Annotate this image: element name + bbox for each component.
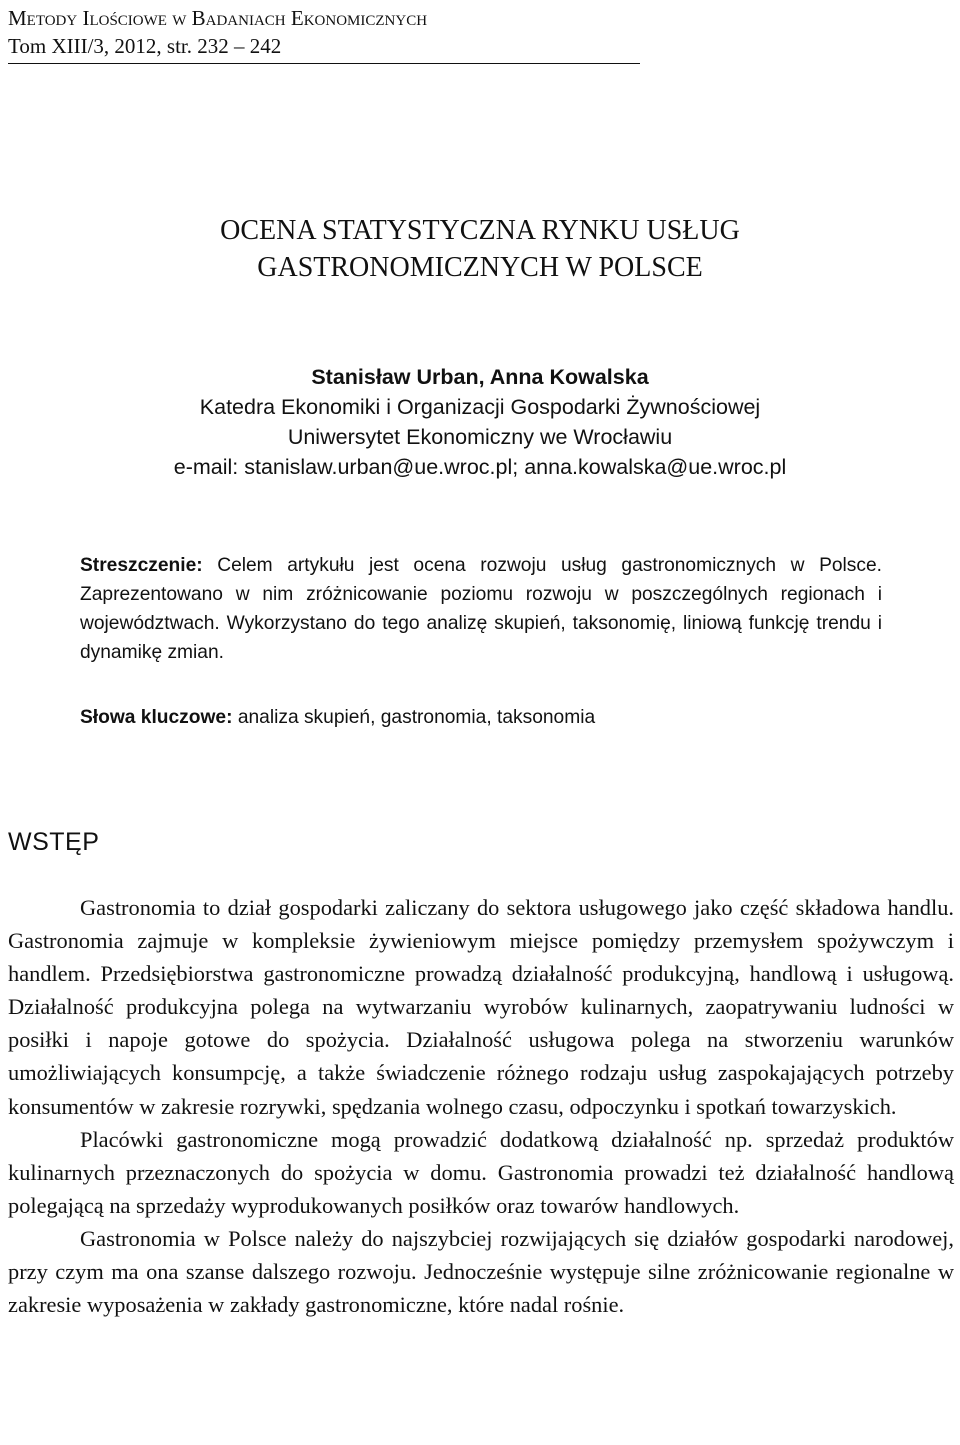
body-paragraph: Gastronomia to dział gospodarki zaliczany do sektora usługowego jako część składowa handlu. Gastronomia zajmuje w kompleksie żywieniowym miejsce pomiędzy przemysłem spożywczym i handlem. Przedsiębiorstwa gastronomiczne prowadzą działalność produkcyjną, handlową i usługową. Działalność produkcyjna polega na wytwarzaniu wyrobów kulinarnych, zaopatrywaniu ludności w posiłki i napoje gotowe do spożycia. Działalność usługowa polega na stworzeniu warunków umożliwiających konsumpcję, a także świadczenie różnego rodzaju usług zaspokajających potrzeby konsumentów w zakresie rozrywki, spędzania wolnego czasu, odpoczynku i spotkań towarzyskich. [8,895,954,1119]
keywords-label: Słowa kluczowe: [80,707,233,728]
keywords [80,703,882,732]
section-body [8,891,954,1321]
author-email: e-mail: stanislaw.urban@ue.wroc.pl; anna.kowalska@ue.wroc.pl [173,455,787,479]
author-department: Katedra Ekonomiki i Organizacji Gospodarki Żywnościowej [199,395,761,419]
author-university: Uniwersytet Ekonomiczny we Wrocławiu [287,425,673,449]
body-paragraph: Gastronomia w Polsce należy do najszybciej rozwijających się działów gospodarki narodowej, przy czym ma ona szanse dalszego rozwoju. Jednocześnie występuje silne zróżnicowanie regionalne w zakresie wyposażenia w zakłady gastronomiczne, które nadal rośnie. [8,1225,954,1318]
journal-volume: Tom XIII/3, 2012, str. 232 – 242 [8,34,282,58]
author-names: Stanisław Urban, Anna Kowalska [311,365,649,389]
abstract-label: Streszczenie: [80,555,203,576]
title-line-1: OCENA STATYSTYCZNA RYNKU USŁUG [220,215,740,246]
keywords-text: analiza skupień, gastronomia, taksonomia [237,707,596,728]
abstract [80,551,882,667]
body-paragraph: Placówki gastronomiczne mogą prowadzić dodatkową działalność np. sprzedaż produktów kulinarnych przeznaczonych do spożycia w domu. Gastronomia prowadzi też działalność handlową polegającą na sprzedaży wyprodukowanych posiłków oraz towarów handlowych. [8,1126,954,1218]
abstract-text: Celem artykułu jest ocena rozwoju usług gastronomicznych w Polsce. Zaprezentowano w nim zróżnicowanie poziomu rozwoju w poszczególnych regionach i województwach. Wykorzystano do tego analizę skupień, taksonomię, liniową funkcję trendu i dynamikę zmian. [80,555,882,663]
paper-title [0,212,960,286]
running-header [8,4,640,64]
title-line-2: GASTRONOMICZNYCH W POLSCE [257,252,703,283]
author-block [0,362,960,482]
journal-name: Metody Ilościowe w Badaniach Ekonomicznych [8,6,428,30]
section-heading: WSTĘP [8,828,100,856]
